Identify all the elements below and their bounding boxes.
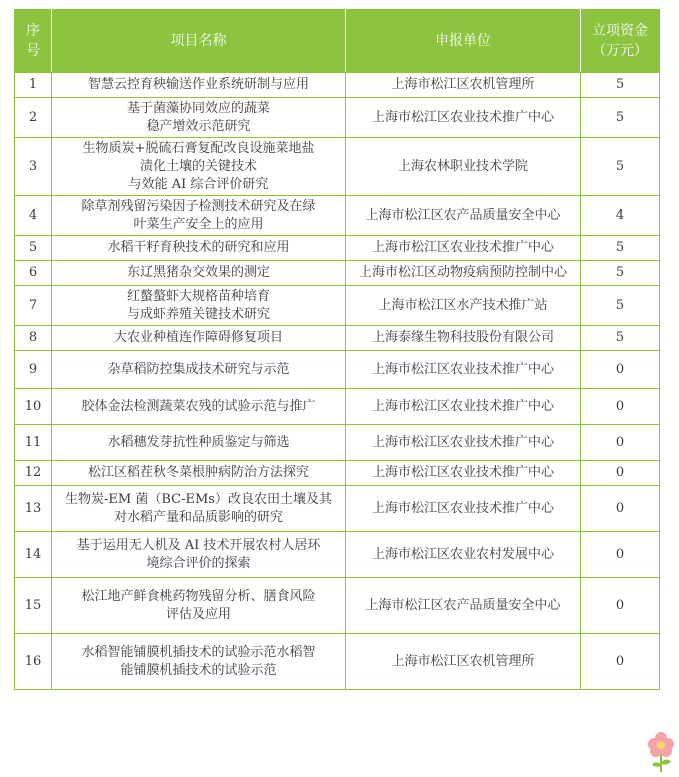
cell-num: 15 <box>15 578 52 634</box>
header-name: 项目名称 <box>52 10 346 73</box>
table-row <box>15 425 660 461</box>
table-row <box>15 286 660 326</box>
cell-unit: 上海市松江区水产技术推广站 <box>346 286 581 326</box>
header-fund: 立项资金 （万元） <box>581 10 660 73</box>
cell-num: 1 <box>15 73 52 98</box>
cell-project-name: 除草剂残留污染因子检测技术研究及在绿 叶菜生产安全上的应用 <box>52 196 346 236</box>
table-row <box>15 532 660 578</box>
cell-fund: 5 <box>581 73 660 98</box>
cell-project-name: 生物炭-EM 菌（BC-EMs）改良农田土壤及其 对水稻产量和品质影响的研究 <box>52 486 346 532</box>
cell-project-name: 大农业种植连作障碍修复项目 <box>52 326 346 351</box>
cell-project-name: 松江地产鲜食桃药物残留分析、膳食风险 评估及应用 <box>52 578 346 634</box>
cell-unit: 上海市松江区农业技术推广中心 <box>346 425 581 461</box>
cell-num: 3 <box>15 138 52 196</box>
table-row <box>15 351 660 389</box>
cell-unit: 上海市松江区农业技术推广中心 <box>346 486 581 532</box>
cell-project-name: 胶体金法检测蔬菜农残的试验示范与推广 <box>52 389 346 425</box>
cell-fund: 0 <box>581 634 660 690</box>
cell-project-name: 生物质炭+脱硫石膏复配改良设施菜地盐 渍化土壤的关键技术 与效能 AI 综合评价研究 <box>52 138 346 196</box>
table-row <box>15 196 660 236</box>
cell-num: 2 <box>15 98 52 138</box>
header-row <box>15 10 660 73</box>
cell-unit: 上海市松江区农产品质量安全中心 <box>346 578 581 634</box>
table-row <box>15 236 660 261</box>
cell-fund: 5 <box>581 138 660 196</box>
cell-unit: 上海市松江区农业技术推广中心 <box>346 98 581 138</box>
project-table <box>14 9 660 690</box>
header-unit: 申报单位 <box>346 10 581 73</box>
cell-unit: 上海市松江区农业技术推广中心 <box>346 461 581 486</box>
cell-project-name: 基于菌藻协同效应的蔬菜 稳产增效示范研究 <box>52 98 346 138</box>
cell-fund: 0 <box>581 578 660 634</box>
table-row <box>15 73 660 98</box>
cell-unit: 上海市松江区农业技术推广中心 <box>346 389 581 425</box>
table-row <box>15 578 660 634</box>
cell-project-name: 水稻干籽育秧技术的研究和应用 <box>52 236 346 261</box>
header-num: 序 号 <box>15 10 52 73</box>
cell-unit: 上海市松江区农业农村发展中心 <box>346 532 581 578</box>
cell-num: 10 <box>15 389 52 425</box>
cell-fund: 0 <box>581 389 660 425</box>
cell-unit: 上海泰缘生物科技股份有限公司 <box>346 326 581 351</box>
cell-fund: 4 <box>581 196 660 236</box>
cell-unit: 上海市松江区动物疫病预防控制中心 <box>346 261 581 286</box>
cell-project-name: 红螯螯虾大规格苗种培育 与成虾养殖关键技术研究 <box>52 286 346 326</box>
cell-num: 6 <box>15 261 52 286</box>
cell-fund: 0 <box>581 425 660 461</box>
cell-num: 7 <box>15 286 52 326</box>
cell-unit: 上海市松江区农机管理所 <box>346 634 581 690</box>
cell-num: 14 <box>15 532 52 578</box>
table-row <box>15 634 660 690</box>
table-row <box>15 486 660 532</box>
table-row <box>15 389 660 425</box>
cell-fund: 5 <box>581 98 660 138</box>
cell-fund: 0 <box>581 532 660 578</box>
cell-fund: 5 <box>581 236 660 261</box>
flower-icon <box>646 730 676 774</box>
table-row <box>15 261 660 286</box>
cell-project-name: 水稻智能铺膜机插技术的试验示范水稻智 能铺膜机插技术的试验示范 <box>52 634 346 690</box>
cell-num: 9 <box>15 351 52 389</box>
cell-project-name: 杂草稻防控集成技术研究与示范 <box>52 351 346 389</box>
cell-num: 13 <box>15 486 52 532</box>
cell-unit: 上海市松江区农机管理所 <box>346 73 581 98</box>
cell-num: 12 <box>15 461 52 486</box>
cell-num: 8 <box>15 326 52 351</box>
cell-fund: 0 <box>581 351 660 389</box>
cell-num: 5 <box>15 236 52 261</box>
cell-unit: 上海市松江区农产品质量安全中心 <box>346 196 581 236</box>
cell-num: 11 <box>15 425 52 461</box>
table-row <box>15 138 660 196</box>
cell-unit: 上海市松江区农业技术推广中心 <box>346 236 581 261</box>
cell-project-name: 松江区稻茬秋冬菜根肿病防治方法探究 <box>52 461 346 486</box>
cell-project-name: 东辽黑猪杂交效果的测定 <box>52 261 346 286</box>
cell-num: 4 <box>15 196 52 236</box>
cell-fund: 5 <box>581 261 660 286</box>
cell-fund: 0 <box>581 486 660 532</box>
cell-fund: 0 <box>581 461 660 486</box>
table-row <box>15 326 660 351</box>
cell-num: 16 <box>15 634 52 690</box>
table-row <box>15 461 660 486</box>
cell-unit: 上海农林职业技术学院 <box>346 138 581 196</box>
cell-project-name: 智慧云控育秧输送作业系统研制与应用 <box>52 73 346 98</box>
table-row <box>15 98 660 138</box>
cell-project-name: 基于运用无人机及 AI 技术开展农村人居环 境综合评价的探索 <box>52 532 346 578</box>
cell-fund: 5 <box>581 326 660 351</box>
cell-fund: 5 <box>581 286 660 326</box>
cell-project-name: 水稻穗发芽抗性种质鉴定与筛选 <box>52 425 346 461</box>
cell-unit: 上海市松江区农业技术推广中心 <box>346 351 581 389</box>
